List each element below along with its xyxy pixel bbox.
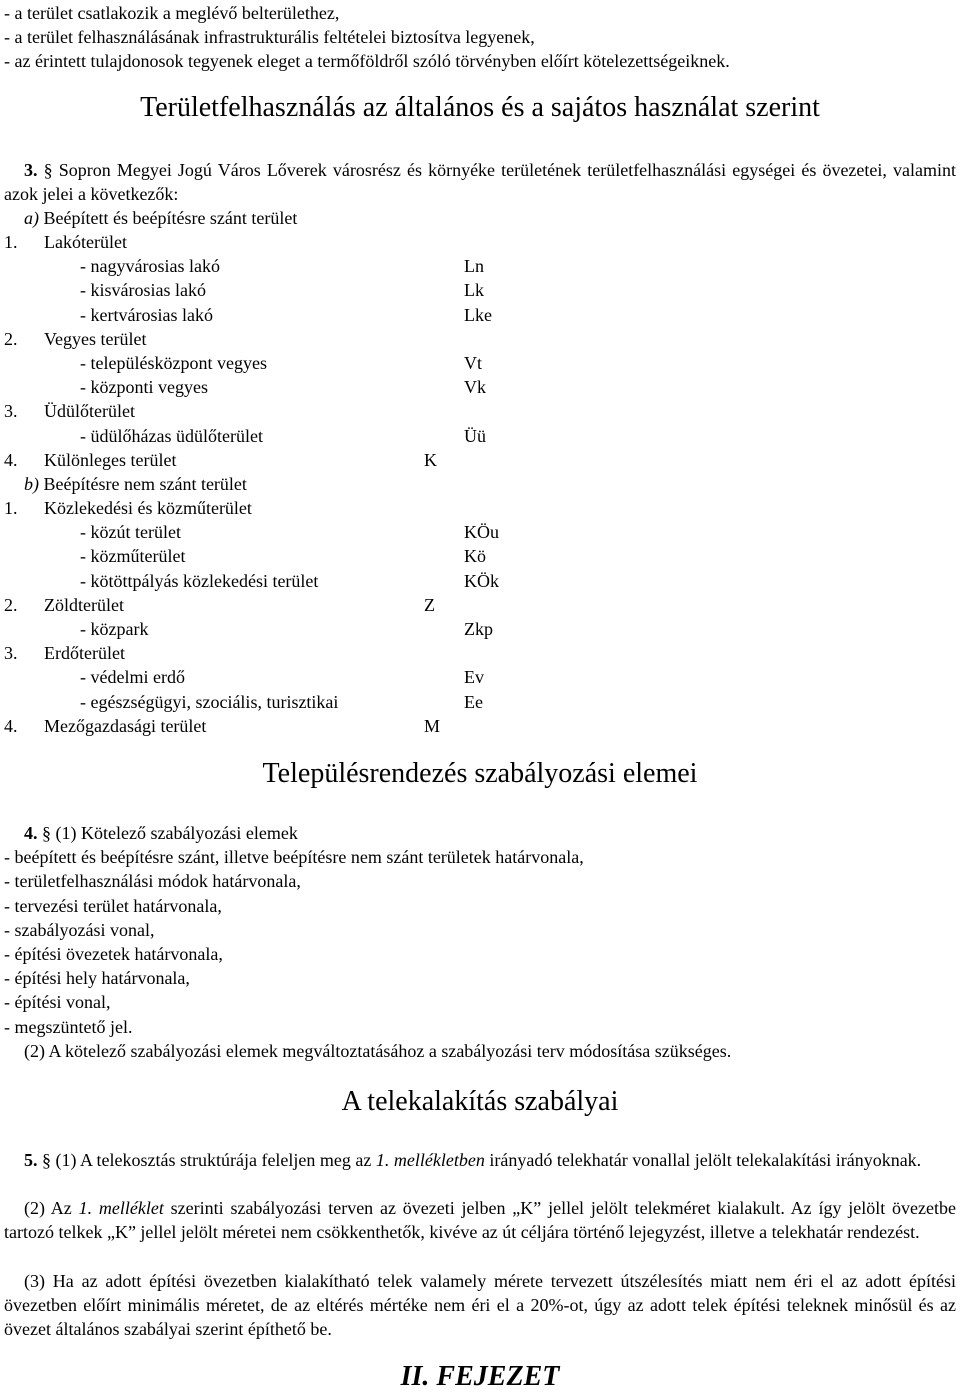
section-5-p3-text: (3) Ha az adott építési övezetben kialakítható telek valamely mérete tervezett útszélesítés miatt nem éri el az adott építési övezetben előírt minimális méretet, de az eltérés mértéke nem éri el a 20%-ot, úgy az adott telek építési teleknek minősül és az övezet általános szabályai szerint építhető be. — [4, 1271, 956, 1340]
land-use-row — [4, 641, 956, 665]
row-code — [424, 641, 544, 665]
list-item: - építési hely határvonala, — [4, 968, 190, 989]
row-code: Ee — [464, 691, 483, 712]
row-number: 4. — [4, 715, 18, 736]
row-code: Z — [424, 594, 435, 615]
section-5-p2-text-end: szerinti szabályozási terven az övezeti jelben „K” jellel jelölt telekméret kialakult. Az így jelölt övezetbe tartozó telkek „K” jellel jelölt méretei nem csökkenthetők, kivéve az út céljára történő lejegyzést, illetve a telekhatár rendezést. — [4, 1198, 957, 1243]
row-label: - kertvárosias lakó — [80, 304, 213, 325]
section-5-paragraph-2 — [4, 1196, 956, 1244]
land-use-row — [4, 520, 956, 544]
row-number — [4, 690, 44, 714]
row-number — [4, 544, 44, 568]
row-label: - kisvárosias lakó — [80, 280, 206, 301]
land-use-row — [4, 375, 956, 399]
land-use-row — [4, 448, 956, 472]
annex-reference: 1. mellékletben — [375, 1150, 485, 1170]
land-use-row — [4, 351, 956, 375]
intro-line: - az érintett tulajdonosok tegyenek eleget a termőföldről szóló törvényben előírt kötelezettségeiknek. — [4, 51, 730, 72]
row-number: 1. — [4, 498, 18, 518]
row-number: 4. — [4, 449, 18, 470]
land-use-row — [4, 278, 956, 302]
section-heading-parcel-rules: A telekalakítás szabályai — [341, 1086, 619, 1117]
annex-reference: 1. melléklet — [78, 1198, 164, 1218]
row-number — [4, 617, 44, 641]
row-label: - védelmi erdő — [80, 667, 185, 688]
row-label: Erdőterület — [44, 643, 125, 664]
row-code — [424, 230, 544, 254]
category-a-title — [4, 206, 956, 230]
row-code: Kö — [464, 546, 486, 567]
row-code — [424, 399, 544, 423]
section-4 — [4, 821, 956, 1063]
row-label: - kötöttpályás közlekedési terület — [80, 570, 319, 591]
row-label: - nagyvárosias lakó — [80, 256, 220, 277]
land-use-row — [4, 569, 956, 593]
row-label: - közpark — [80, 618, 149, 639]
section-3-text: § Sopron Megyei Jogú Város Lőverek városrész és környéke területének területfelhasználási egységei és övezetei, valamint azok jelei a következők: — [4, 160, 956, 205]
land-use-row — [4, 424, 956, 448]
land-use-row — [4, 230, 956, 254]
list-item: - építési vonal, — [4, 992, 111, 1013]
row-number: 2. — [4, 328, 18, 349]
row-label: Üdülőterület — [44, 401, 135, 422]
row-label: - egészségügyi, szociális, turisztikai — [80, 691, 339, 712]
row-number: 3. — [4, 643, 18, 664]
land-use-row — [4, 399, 956, 423]
row-label: Különleges terület — [44, 449, 177, 470]
row-code — [424, 327, 544, 351]
category-b-list — [4, 496, 956, 738]
row-code: KÖk — [464, 570, 499, 591]
row-code: Üü — [464, 425, 486, 446]
section-4-intro: § (1) Kötelező szabályozási elemek — [42, 823, 298, 843]
row-label: - központi vegyes — [80, 377, 208, 398]
land-use-row — [4, 665, 956, 689]
section-number: 5. — [24, 1150, 38, 1170]
section-4-paragraph-2: (2) A kötelező szabályozási elemek megváltoztatásához a szabályozási terv módosítása szükséges. — [24, 1040, 732, 1061]
category-a-label: a) — [24, 208, 39, 228]
row-code: KÖu — [464, 522, 499, 543]
section-heading-land-use: Területfelhasználás az általános és a sajátos használat szerint — [140, 92, 820, 123]
row-number — [4, 254, 44, 278]
category-b-title — [4, 472, 956, 496]
land-use-row — [4, 496, 956, 520]
row-code: K — [424, 449, 437, 470]
land-use-row — [4, 617, 956, 641]
row-label: Mezőgazdasági terület — [44, 715, 207, 736]
row-number — [4, 665, 44, 689]
land-use-row — [4, 254, 956, 278]
intro-line: - a terület felhasználásának infrastrukturális feltételei biztosítva legyenek, — [4, 27, 535, 48]
land-use-row — [4, 303, 956, 327]
chapter-heading: II. FEJEZET — [400, 1361, 560, 1392]
row-label: - közút terület — [80, 522, 181, 543]
row-label: - üdülőházas üdülőterület — [80, 425, 263, 446]
section-3-paragraph — [4, 158, 956, 206]
land-use-row — [4, 714, 956, 738]
section-5-p1-text: § (1) A telekosztás struktúrája feleljen meg az — [42, 1150, 372, 1170]
row-number — [4, 303, 44, 327]
section-5-paragraph-3 — [4, 1269, 956, 1342]
section-5-p1-text-end: irányadó telekhatár vonallal jelölt telekalakítási irányoknak. — [489, 1150, 922, 1170]
row-label: - közműterület — [80, 546, 186, 567]
row-number — [4, 351, 44, 375]
category-b-label: b) — [24, 474, 39, 494]
list-item: - területfelhasználási módok határvonala, — [4, 871, 301, 892]
row-label: Vegyes terület — [44, 328, 147, 349]
row-label: Közlekedési és közműterület — [44, 498, 252, 518]
section-4-first-line — [4, 821, 956, 845]
row-number — [4, 424, 44, 448]
section-number: 3. — [24, 160, 38, 180]
row-number: 3. — [4, 401, 18, 422]
land-use-row — [4, 327, 956, 351]
intro-list — [4, 1, 956, 74]
list-item: - megszüntető jel. — [4, 1016, 133, 1037]
category-a-text: Beépített és beépítésre szánt terület — [43, 208, 298, 228]
row-number — [4, 569, 44, 593]
list-item: - beépített és beépítésre szánt, illetve beépítésre nem szánt területek határvonala, — [4, 847, 584, 868]
row-code: Vt — [464, 352, 482, 373]
section-heading-regulation-elements: Településrendezés szabályozási elemei — [262, 758, 698, 789]
row-code: Lk — [464, 280, 484, 301]
section-5-paragraph-1 — [4, 1148, 956, 1172]
section-number: 4. — [24, 823, 38, 843]
land-use-row — [4, 593, 956, 617]
row-number — [4, 375, 44, 399]
row-code: M — [424, 715, 441, 736]
list-item: - tervezési terület határvonala, — [4, 895, 222, 916]
row-label: Lakóterület — [44, 232, 127, 252]
intro-line: - a terület csatlakozik a meglévő belterülethez, — [4, 3, 340, 23]
row-number — [4, 278, 44, 302]
row-code: Lke — [464, 304, 492, 325]
row-code — [424, 496, 544, 520]
land-use-row — [4, 544, 956, 568]
row-label: - településközpont vegyes — [80, 352, 267, 373]
row-number — [4, 520, 44, 544]
row-number: 2. — [4, 594, 18, 615]
row-code: Zkp — [464, 618, 493, 639]
row-number: 1. — [4, 232, 18, 252]
land-use-row — [4, 690, 956, 714]
row-code: Ev — [464, 667, 484, 688]
row-label: Zöldterület — [44, 594, 124, 615]
list-item: - szabályozási vonal, — [4, 919, 155, 940]
category-a-list — [4, 230, 956, 472]
row-code: Vk — [464, 377, 486, 398]
category-b-text: Beépítésre nem szánt terület — [43, 474, 247, 494]
section-5-p2-text: (2) Az — [24, 1198, 72, 1218]
list-item: - építési övezetek határvonala, — [4, 944, 223, 965]
row-code: Ln — [464, 256, 484, 277]
